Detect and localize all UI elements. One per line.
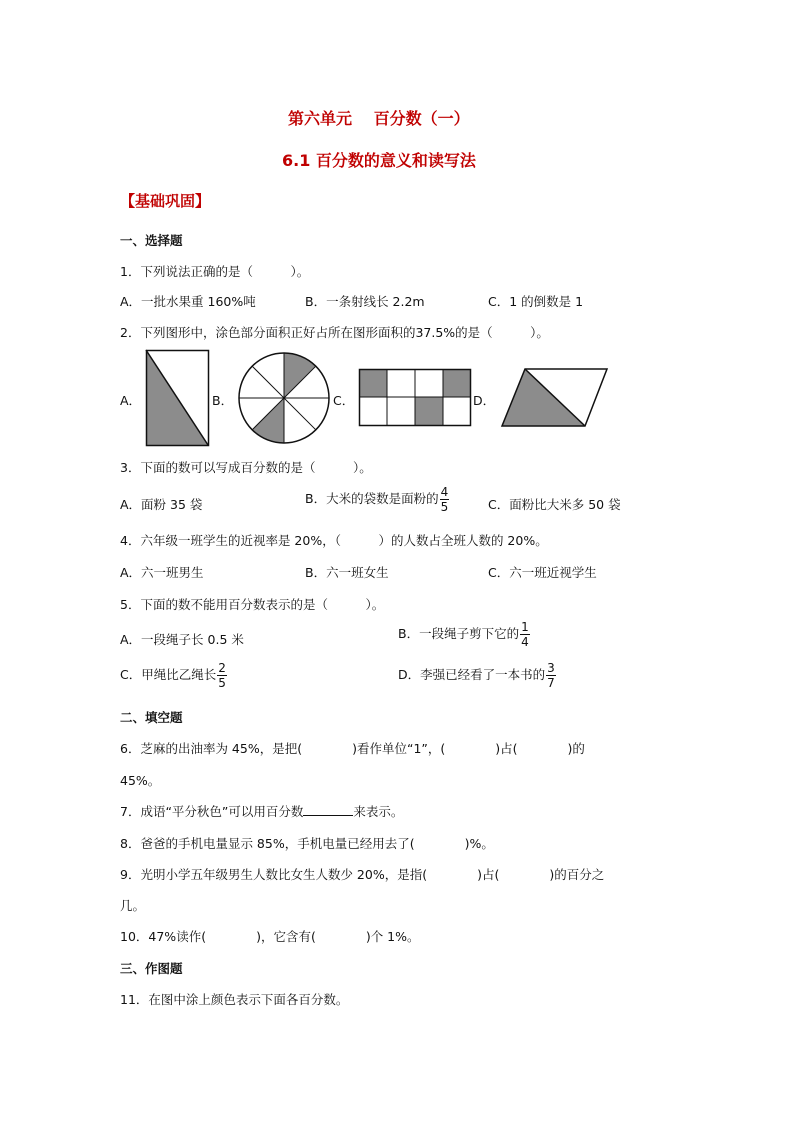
q3-option-b xyxy=(305,486,450,513)
q3-option-b-text: B．大米的袋数是面粉的 xyxy=(305,491,439,506)
q5-option-a: A．一段绳子长 0.5 米 xyxy=(120,632,244,647)
q5-option-c-text: C．甲绳比乙绳长 xyxy=(120,667,217,682)
q5-option-d-fraction: $\frac{3}{7}$ xyxy=(547,661,555,690)
q5-option-d xyxy=(398,662,557,689)
q7 xyxy=(120,802,403,820)
q5-stem: 5．下面的数不能用百分数表示的是（ ）。 xyxy=(120,597,385,612)
q1-option-a: A．一批水果重 160%吨 xyxy=(120,294,256,309)
q7-prefix: 7．成语“平分秋色”可以用百分数 xyxy=(120,804,304,819)
q5-option-b xyxy=(398,621,531,648)
q2-figure-c xyxy=(359,369,471,427)
q7-blank[interactable] xyxy=(303,805,353,816)
q3-option-b-fraction: $\frac{4}{5}$ xyxy=(440,485,449,514)
q4-option-a: A．六一班男生 xyxy=(120,565,204,580)
q2-figure-b xyxy=(236,350,332,446)
part1-heading: 一、选择题 xyxy=(120,233,183,248)
q4-option-c: C．六一班近视学生 xyxy=(488,565,597,580)
q1-option-c: C．1 的倒数是 1 xyxy=(488,294,584,309)
q3-stem: 3．下面的数可以写成百分数的是（ ）。 xyxy=(120,460,372,475)
q4-option-b: B．六一班女生 xyxy=(305,565,389,580)
q6-line2: 45%。 xyxy=(120,773,161,788)
part3-heading: 三、作图题 xyxy=(120,961,183,976)
q2-option-c-label: C． xyxy=(333,393,355,408)
q9-line2: 几。 xyxy=(120,898,146,913)
q5-option-b-fraction: $\frac{1}{4}$ xyxy=(521,620,529,649)
q2-option-b-label: B． xyxy=(212,393,234,408)
q2-option-a-label: A． xyxy=(120,393,142,408)
lesson-title: 6.1 百分数的意义和读写法 xyxy=(282,151,476,170)
q5-option-d-text: D．李强已经看了一本书的 xyxy=(398,667,546,682)
q11: 11．在图中涂上颜色表示下面各百分数。 xyxy=(120,992,349,1007)
q1-stem: 1．下列说法正确的是（ ）。 xyxy=(120,264,310,279)
q5-option-b-text: B．一段绳子剪下它的 xyxy=(398,626,520,641)
q2-figure-d xyxy=(501,368,609,428)
q8: 8．爸爸的手机电量显示 85%，手机电量已经用去了( )%。 xyxy=(120,836,494,851)
q4-stem: 4．六年级一班学生的近视率是 20%，（ ）的人数占全班人数的 20%。 xyxy=(120,533,548,548)
q5-option-c-fraction: $\frac{2}{5}$ xyxy=(218,661,226,690)
q6-line1: 6．芝麻的出油率为 45%，是把( )看作单位“1”，( )占( )的 xyxy=(120,741,585,756)
q9-line1: 9．光明小学五年级男生人数比女生人数少 20%，是指( )占( )的百分之 xyxy=(120,867,605,882)
unit-title: 第六单元 百分数（一） xyxy=(288,109,470,128)
q1-option-b: B．一条射线长 2.2m xyxy=(305,294,425,309)
q5-option-c xyxy=(120,662,228,689)
section-label: 【基础巩固】 xyxy=(120,192,211,210)
q7-suffix: 来表示。 xyxy=(353,804,404,819)
q2-option-d-label: D． xyxy=(473,393,496,408)
q2-stem: 2．下列图形中，涂色部分面积正好占所在图形面积的37.5%的是（ ）。 xyxy=(120,325,549,340)
q2-figure-a xyxy=(146,350,210,446)
q3-option-c: C．面粉比大米多 50 袋 xyxy=(488,497,621,512)
part2-heading: 二、填空题 xyxy=(120,710,183,725)
q3-option-a: A．面粉 35 袋 xyxy=(120,497,203,512)
q10: 10．47%读作( )，它含有( )个 1%。 xyxy=(120,929,420,944)
